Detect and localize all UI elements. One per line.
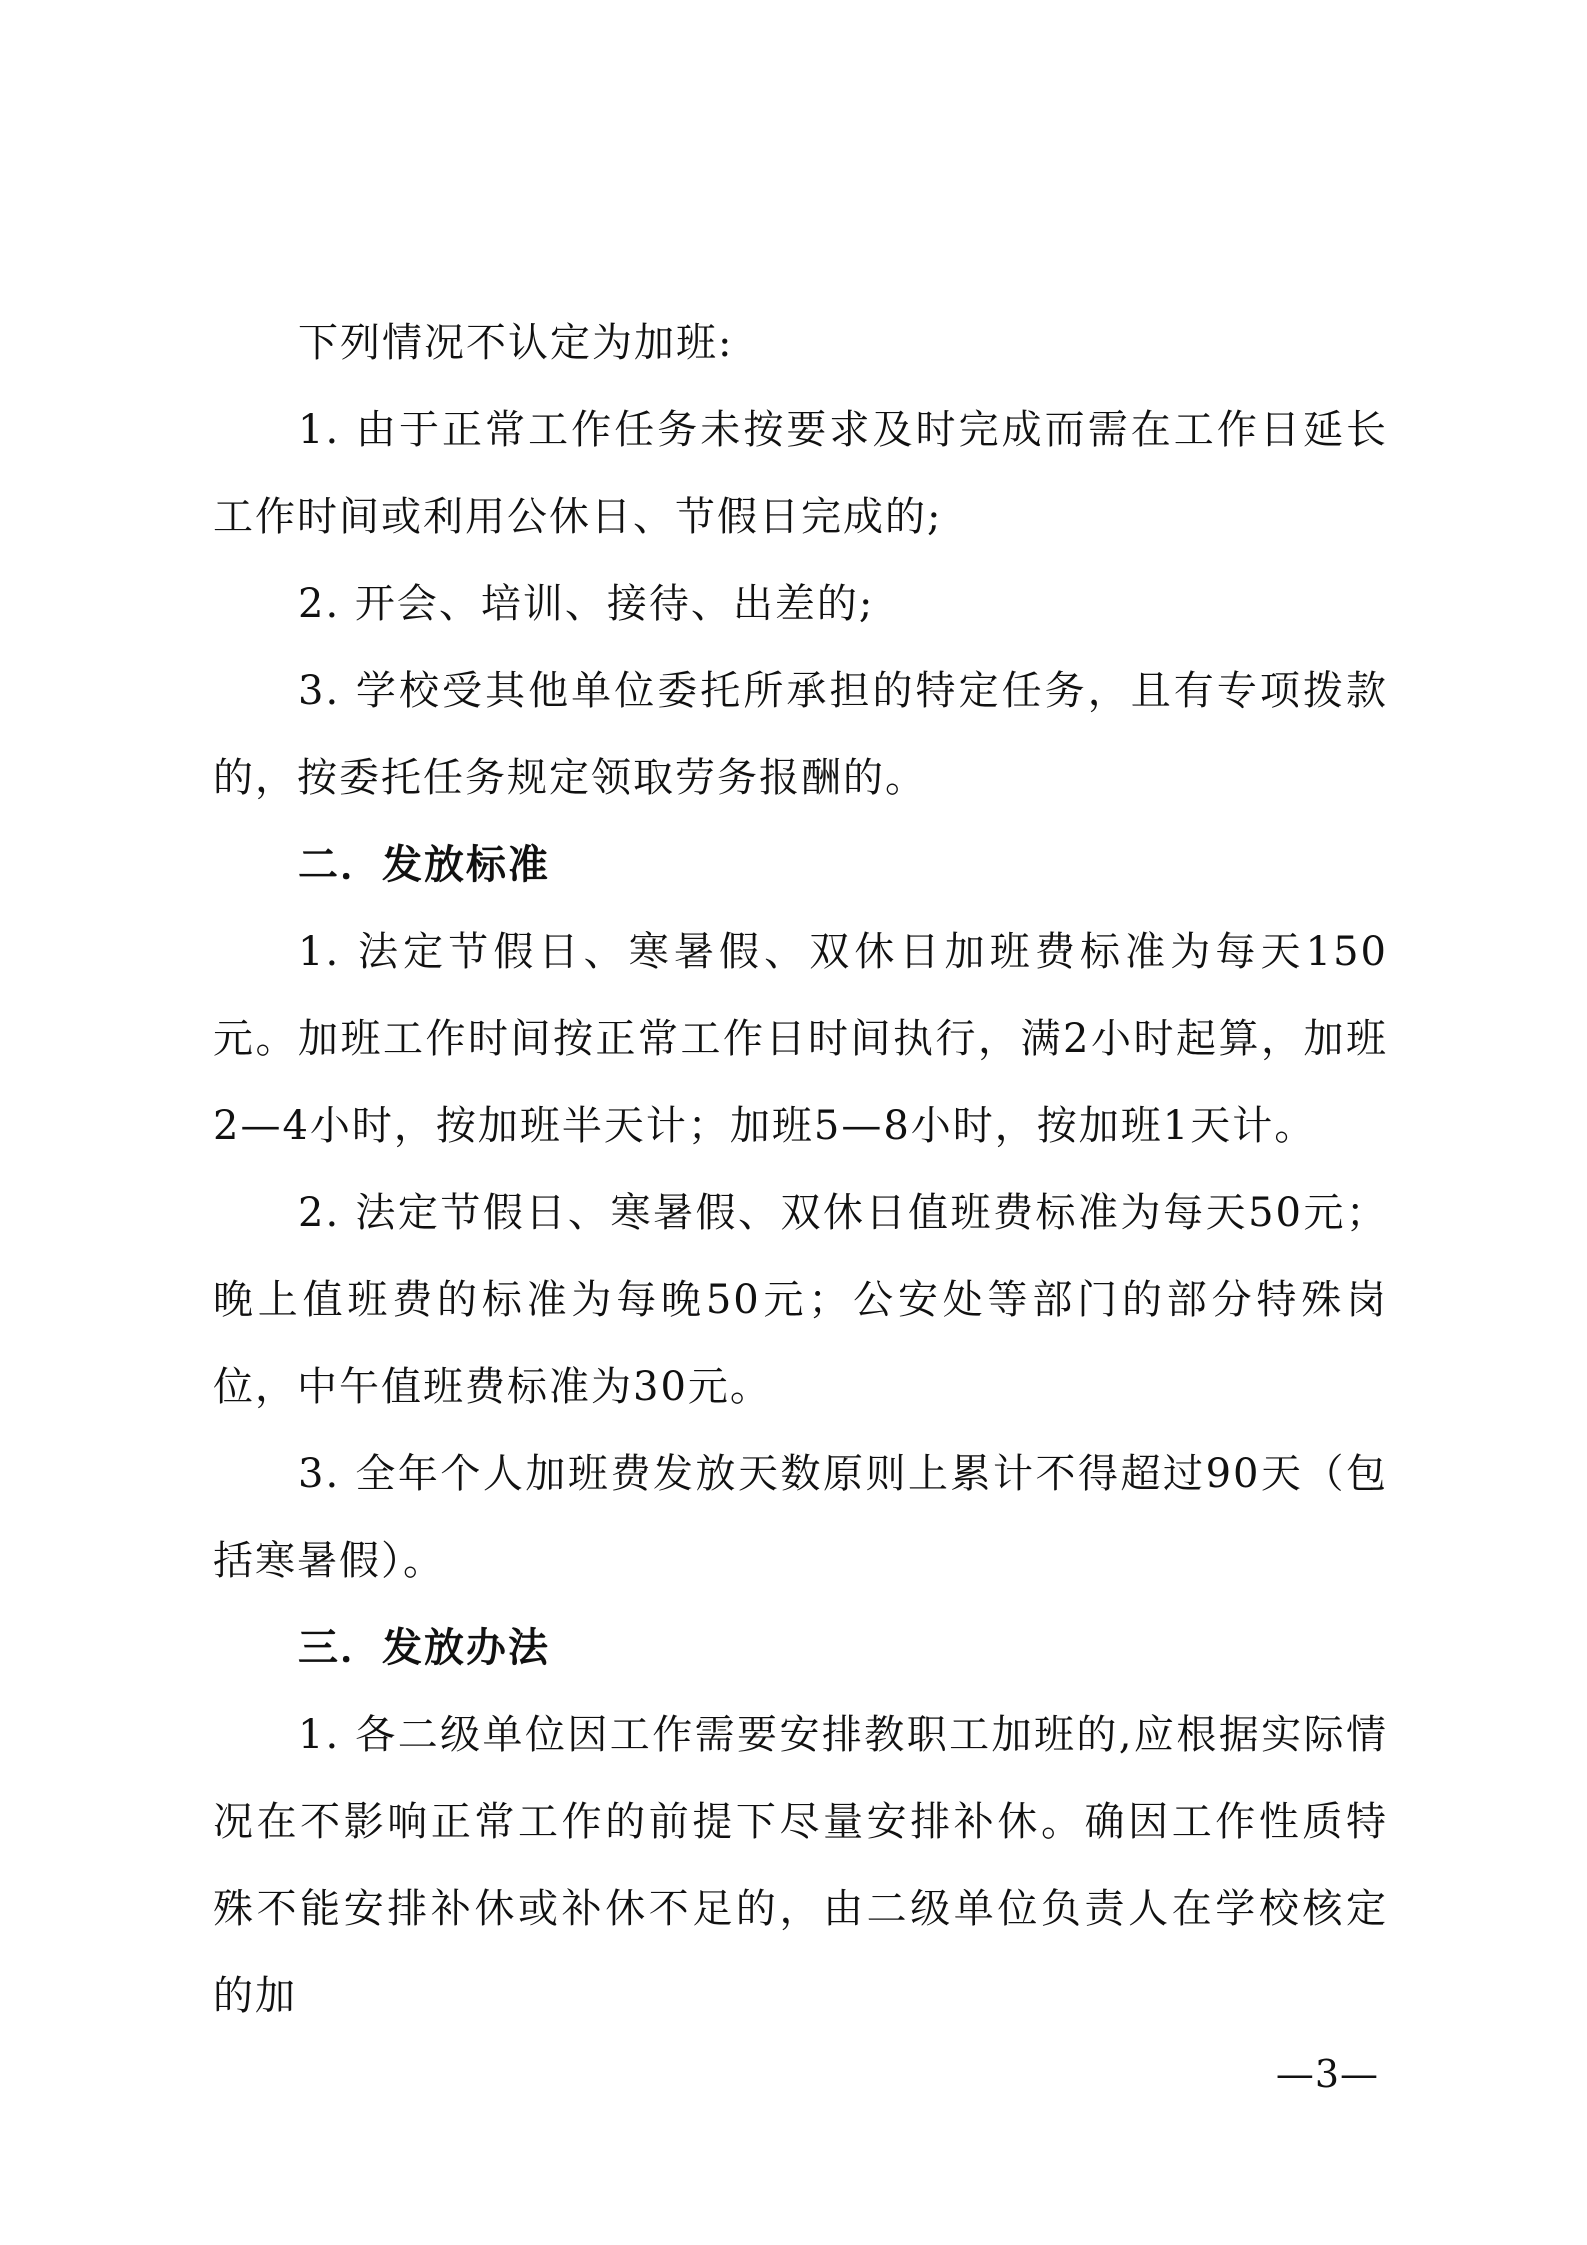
section-heading-payment-method: 三．发放办法 (298, 1625, 550, 1671)
paragraph-exclusion-1: 1. 由于正常工作任务未按要求及时完成而需在工作日延长工作时间或利用公休日、节假日完成的; (213, 407, 1388, 540)
document-body (213, 300, 1388, 2040)
paragraph-exclusion-3: 3. 学校受其他单位委托所承担的特定任务，且有专项拨款的，按委托任务规定领取劳务报酬的。 (213, 668, 1388, 801)
paragraph-method-1: 1. 各二级单位因工作需要安排教职工加班的,应根据实际情况在不影响正常工作的前提下尽量安排补休。确因工作性质特殊不能安排补休或补休不足的，由二级单位负责人在学校核定的加 (213, 1712, 1388, 2019)
page-number: —3— (1275, 2052, 1379, 2096)
paragraph-not-overtime-intro: 下列情况不认定为加班: (298, 320, 734, 366)
paragraph-exclusion-2: 2. 开会、培训、接待、出差的; (298, 581, 875, 627)
paragraph-standard-2: 2. 法定节假日、寒暑假、双休日值班费标准为每天50元；晚上值班费的标准为每晚50元；公安处等部门的部分特殊岗位，中午值班费标准为30元。 (213, 1190, 1388, 1410)
paragraph-standard-3: 3. 全年个人加班费发放天数原则上累计不得超过90天（包括寒暑假）。 (213, 1451, 1388, 1584)
section-heading-payment-standard: 二．发放标准 (298, 842, 550, 888)
paragraph-standard-1: 1. 法定节假日、寒暑假、双休日加班费标准为每天150元。加班工作时间按正常工作日时间执行，满2小时起算，加班2—4小时，按加班半天计；加班5—8小时，按加班1天计。 (213, 929, 1388, 1149)
